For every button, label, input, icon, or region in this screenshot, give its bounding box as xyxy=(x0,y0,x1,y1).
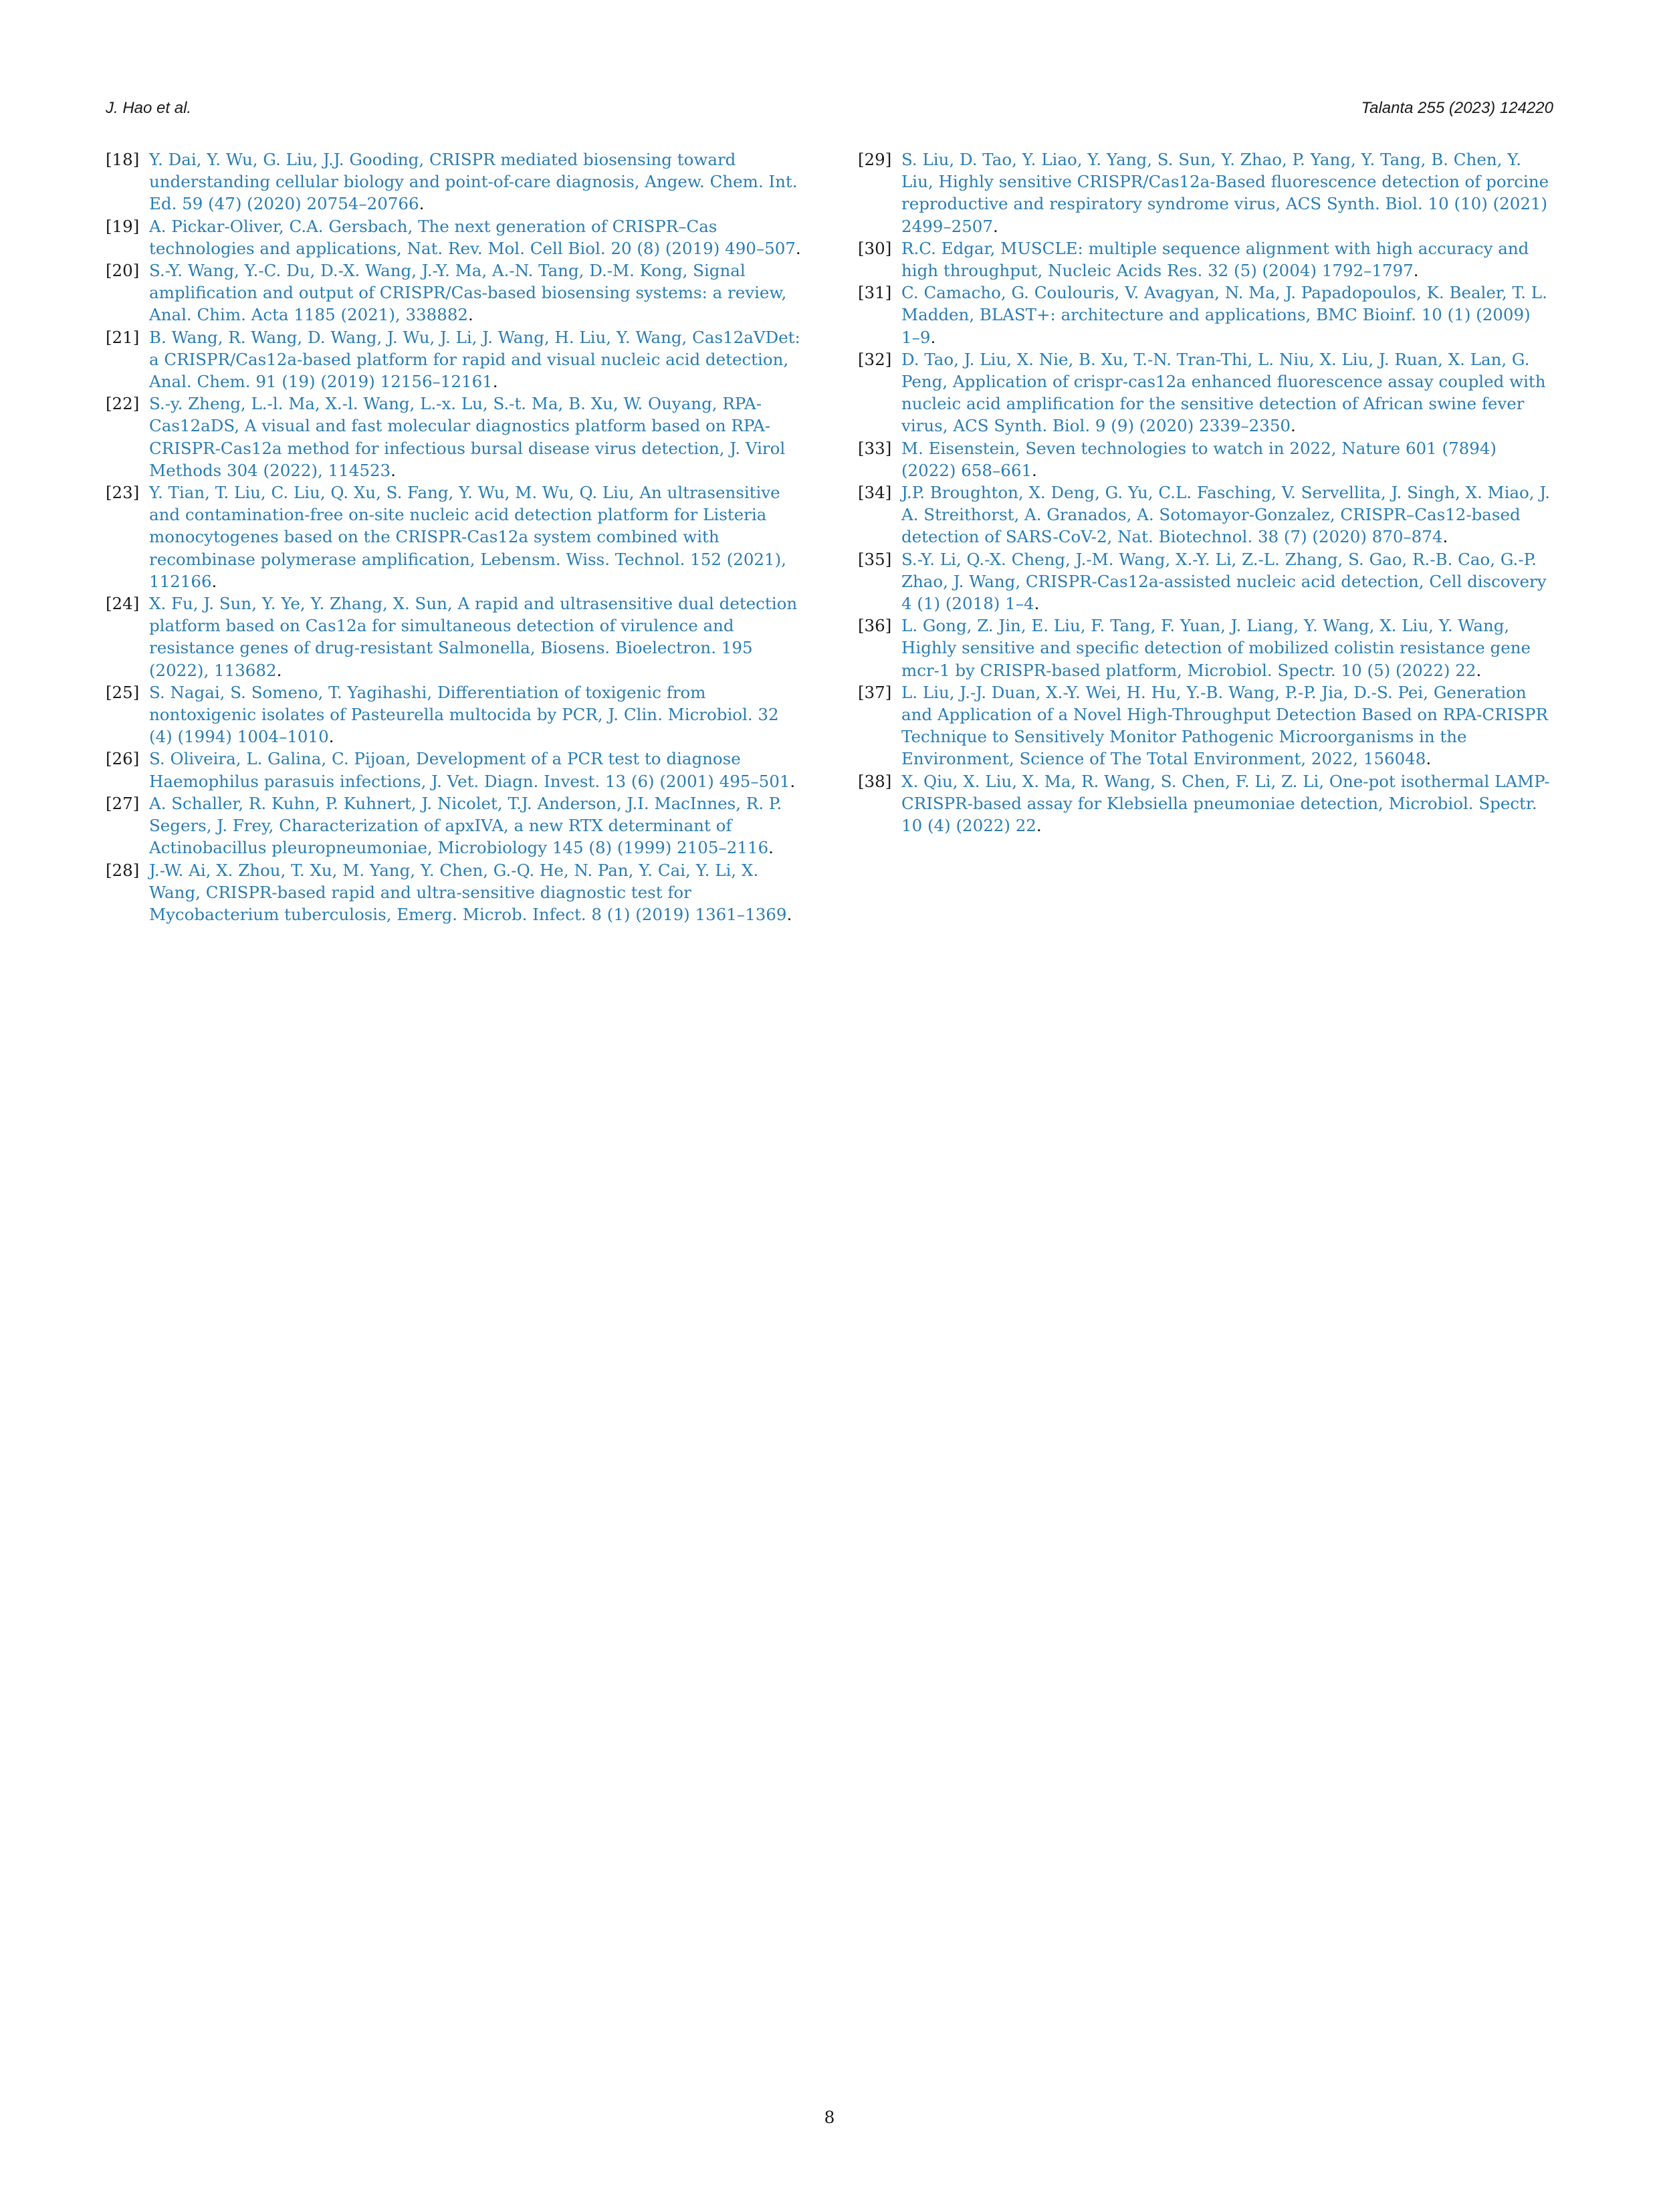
reference-citation-text[interactable]: R.C. Edgar, MUSCLE: multiple sequence alignment with high accuracy and high throughput, Nucleic Acids Res. 32 (5) (2004) 1792–1797 xyxy=(901,238,1529,281)
reference-period: . xyxy=(468,305,473,325)
reference-period: . xyxy=(790,771,796,791)
reference-citation-link[interactable] xyxy=(901,615,1553,681)
reference-number: [33] xyxy=(858,438,892,458)
reference-citation-text[interactable]: Y. Dai, Y. Wu, G. Liu, J.J. Gooding, CRISPR mediated biosensing toward understanding cellular biology and point-of-care diagnosis, Angew. Chem. Int. Ed. 59 (47) (2020) 20754–20766 xyxy=(149,150,798,214)
reference-entry xyxy=(106,148,801,215)
reference-period: . xyxy=(328,727,334,747)
reference-period: . xyxy=(1413,261,1419,281)
reference-citation-link[interactable] xyxy=(901,237,1553,282)
reference-citation-link[interactable] xyxy=(149,215,801,259)
reference-citation-link[interactable] xyxy=(901,548,1553,615)
reference-citation-text[interactable]: S.-Y. Li, Q.-X. Cheng, J.-M. Wang, X.-Y. Li, Z.-L. Zhang, S. Gao, R.-B. Cao, G.-P. Zhao, J. Wang, CRISPR-Cas12a-assisted nucleic acid detection, Cell discovery 4 (1) (2018) 1–4 xyxy=(901,549,1547,614)
reference-period: . xyxy=(1032,460,1037,480)
reference-number: [37] xyxy=(858,682,892,702)
reference-number: [31] xyxy=(858,283,892,303)
reference-number: [29] xyxy=(858,150,892,169)
reference-period: . xyxy=(1291,416,1296,436)
reference-citation-text[interactable]: X. Fu, J. Sun, Y. Ye, Y. Zhang, X. Sun, A rapid and ultrasensitive dual detection platform based on Cas12a for simultaneous detection of virulence and resistance genes of drug-resistant Salmonella, Biosens. Bioelectron. 195 (2022), 113682 xyxy=(149,594,798,680)
reference-citation-link[interactable] xyxy=(149,792,801,859)
reference-citation-text[interactable]: Y. Tian, T. Liu, C. Liu, Q. Xu, S. Fang, Y. Wu, M. Wu, Q. Liu, An ultrasensitive and contamination-free on-site nucleic acid detection platform for Listeria monocytogenes based on the CRISPR-Cas12a system combined with recombinase polymerase amplification, Lebensm. Wiss. Technol. 152 (2021), 112166 xyxy=(149,483,786,591)
reference-number: [27] xyxy=(106,793,140,813)
reference-number: [25] xyxy=(106,682,140,702)
reference-citation-text[interactable]: S. Nagai, S. Someno, T. Yagihashi, Differentiation of toxigenic from nontoxigenic isolates of Pasteurella multocida by PCR, J. Clin. Microbiol. 32 (4) (1994) 1004–1010 xyxy=(149,682,779,747)
reference-period: . xyxy=(1442,527,1448,547)
reference-entry xyxy=(858,348,1553,437)
reference-citation-link[interactable] xyxy=(901,148,1553,237)
reference-number: [34] xyxy=(858,483,892,503)
reference-period: . xyxy=(211,571,217,591)
reference-period: . xyxy=(391,460,396,480)
reference-citation-text[interactable]: A. Schaller, R. Kuhn, P. Kuhnert, J. Nicolet, T.J. Anderson, J.I. MacInnes, R. P. Segers, J. Frey, Characterization of apxIVA, a new RTX determinant of Actinobacillus pleuropneumoniae, Microbiology 145 (8) (1999) 2105–2116 xyxy=(149,793,782,858)
reference-period: . xyxy=(276,660,282,680)
reference-period: . xyxy=(1476,660,1482,680)
reference-citation-text[interactable]: L. Liu, J.-J. Duan, X.-Y. Wei, H. Hu, Y.-B. Wang, P.-P. Jia, D.-S. Pei, Generation and Application of a Novel High-Throughput Detection Based on RPA-CRISPR Technique to Sensitively Monitor Pathogenic Microorganisms in the Environment, Science of The Total Environment, 2022, 156048 xyxy=(901,682,1548,769)
reference-number: [23] xyxy=(106,483,140,503)
reference-entry xyxy=(106,748,801,792)
reference-citation-link[interactable] xyxy=(901,681,1553,770)
reference-citation-text[interactable]: B. Wang, R. Wang, D. Wang, J. Wu, J. Li, J. Wang, H. Liu, Y. Wang, Cas12aVDet: a CRISPR/Cas12a-based platform for rapid and visual nucleic acid detection, Anal. Chem. 91 (19) (2019) 12156–12161 xyxy=(149,327,800,392)
reference-number: [20] xyxy=(106,261,140,281)
reference-number: [28] xyxy=(106,860,140,880)
reference-entry xyxy=(858,148,1553,237)
reference-entry xyxy=(858,437,1553,481)
reference-entry xyxy=(106,326,801,393)
reference-entry xyxy=(106,592,801,681)
reference-citation-link[interactable] xyxy=(149,148,801,215)
reference-citation-link[interactable] xyxy=(149,748,801,792)
reference-entry xyxy=(106,792,801,859)
reference-citation-link[interactable] xyxy=(149,681,801,748)
reference-number: [30] xyxy=(858,238,892,258)
reference-citation-link[interactable] xyxy=(149,859,801,926)
reference-number: [36] xyxy=(858,616,892,636)
reference-number: [32] xyxy=(858,349,892,369)
reference-entry xyxy=(858,681,1553,770)
reference-entry xyxy=(858,615,1553,681)
reference-entry xyxy=(858,237,1553,282)
reference-period: . xyxy=(930,327,936,347)
reference-citation-text[interactable]: D. Tao, J. Liu, X. Nie, B. Xu, T.-N. Tran-Thi, L. Niu, X. Liu, J. Ruan, X. Lan, G. Peng, Application of crispr-cas12a enhanced fluorescence assay coupled with nucleic acid amplification for the sensitive detection of African swine fever virus, ACS Synth. Biol. 9 (9) (2020) 2339–2350 xyxy=(901,349,1546,436)
reference-entry xyxy=(858,481,1553,548)
reference-citation-link[interactable] xyxy=(901,770,1553,837)
reference-citation-link[interactable] xyxy=(901,282,1553,348)
reference-number: [38] xyxy=(858,771,892,791)
reference-number: [35] xyxy=(858,549,892,569)
running-header-journal: Talanta 255 (2023) 124220 xyxy=(1361,99,1553,117)
references-column-left xyxy=(106,148,801,925)
reference-citation-text[interactable]: A. Pickar-Oliver, C.A. Gersbach, The next generation of CRISPR–Cas technologies and applications, Nat. Rev. Mol. Cell Biol. 20 (8) (2019) 490–507 xyxy=(149,216,796,258)
reference-period: . xyxy=(768,838,774,858)
reference-period: . xyxy=(786,904,792,924)
reference-citation-link[interactable] xyxy=(149,259,801,326)
reference-period: . xyxy=(1036,816,1042,836)
reference-number: [22] xyxy=(106,394,140,414)
reference-period: . xyxy=(992,216,998,236)
reference-period: . xyxy=(1034,594,1040,614)
reference-entry xyxy=(106,393,801,481)
reference-citation-text[interactable]: L. Gong, Z. Jin, E. Liu, F. Tang, F. Yuan, J. Liang, Y. Wang, X. Liu, Y. Wang, Highly sensitive and specific detection of mobilized colistin resistance gene mcr-1 by CRISPR-based platform, Microbiol. Spectr. 10 (5) (2022) 22 xyxy=(901,616,1531,680)
reference-period: . xyxy=(492,372,498,392)
reference-citation-text[interactable]: C. Camacho, G. Coulouris, V. Avagyan, N. Ma, J. Papadopoulos, K. Bealer, T. L. Madden, BLAST+: architecture and applications, BMC Bioinf. 10 (1) (2009) 1–9 xyxy=(901,283,1547,347)
reference-citation-text[interactable]: S.-Y. Wang, Y.-C. Du, D.-X. Wang, J.-Y. Ma, A.-N. Tang, D.-M. Kong, Signal amplification and output of CRISPR/Cas-based biosensing systems: a review, Anal. Chim. Acta 1185 (2021), 338882 xyxy=(149,261,787,325)
reference-citation-link[interactable] xyxy=(901,437,1553,481)
reference-number: [26] xyxy=(106,749,140,769)
reference-citation-text[interactable]: J.P. Broughton, X. Deng, G. Yu, C.L. Fasching, V. Servellita, J. Singh, X. Miao, J. A. Streithorst, A. Granados, A. Sotomayor-Gonzalez, CRISPR–Cas12-based detection of SARS-CoV-2, Nat. Biotechnol. 38 (7) (2020) 870–874 xyxy=(901,483,1551,547)
reference-period: . xyxy=(419,194,425,214)
reference-entry xyxy=(106,481,801,592)
reference-citation-text[interactable]: S.-y. Zheng, L.-l. Ma, X.-l. Wang, L.-x. Lu, S.-t. Ma, B. Xu, W. Ouyang, RPA-Cas12aDS, A visual and fast molecular diagnostics platform based on RPA-CRISPR-Cas12a method for infectious bursal disease virus detection, J. Virol Methods 304 (2022), 114523 xyxy=(149,394,786,480)
reference-period: . xyxy=(795,238,801,258)
reference-entry xyxy=(858,770,1553,837)
reference-citation-link[interactable] xyxy=(901,348,1553,437)
reference-citation-link[interactable] xyxy=(149,393,801,481)
reference-citation-link[interactable] xyxy=(901,481,1553,548)
reference-number: [19] xyxy=(106,216,140,236)
reference-citation-link[interactable] xyxy=(149,481,801,592)
references-column-right xyxy=(858,148,1553,837)
reference-citation-text[interactable]: S. Liu, D. Tao, Y. Liao, Y. Yang, S. Sun, Y. Zhao, P. Yang, Y. Tang, B. Chen, Y. Liu, Highly sensitive CRISPR/Cas12a-Based fluorescence detection of porcine reproductive and respiratory syndrome virus, ACS Synth. Biol. 10 (10) (2021) 2499–2507 xyxy=(901,150,1549,236)
reference-citation-text[interactable]: S. Oliveira, L. Galina, C. Pijoan, Development of a PCR test to diagnose Haemophilus parasuis infections, J. Vet. Diagn. Invest. 13 (6) (2001) 495–501 xyxy=(149,749,790,791)
reference-number: [24] xyxy=(106,594,140,614)
running-header-authors: J. Hao et al. xyxy=(106,99,192,117)
reference-citation-text[interactable]: X. Qiu, X. Liu, X. Ma, R. Wang, S. Chen, F. Li, Z. Li, One-pot isothermal LAMP-CRISPR-based assay for Klebsiella pneumoniae detection, Microbiol. Spectr. 10 (4) (2022) 22 xyxy=(901,771,1550,836)
reference-entry xyxy=(106,215,801,259)
page-number: 8 xyxy=(824,2108,835,2127)
reference-number: [21] xyxy=(106,327,140,347)
reference-citation-link[interactable] xyxy=(149,592,801,681)
reference-period: . xyxy=(1426,749,1432,769)
reference-citation-link[interactable] xyxy=(149,326,801,393)
reference-citation-text[interactable]: M. Eisenstein, Seven technologies to watch in 2022, Nature 601 (7894) (2022) 658–661 xyxy=(901,438,1497,480)
reference-entry xyxy=(106,259,801,326)
reference-entry xyxy=(106,859,801,926)
reference-entry xyxy=(106,681,801,748)
reference-entry xyxy=(858,548,1553,615)
reference-entry xyxy=(858,282,1553,348)
reference-citation-text[interactable]: J.-W. Ai, X. Zhou, T. Xu, M. Yang, Y. Chen, G.-Q. He, N. Pan, Y. Cai, Y. Li, X. Wang, CRISPR-based rapid and ultra-sensitive diagnostic test for Mycobacterium tuberculosis, Emerg. Microb. Infect. 8 (1) (2019) 1361–1369 xyxy=(149,860,787,924)
reference-number: [18] xyxy=(106,150,140,169)
